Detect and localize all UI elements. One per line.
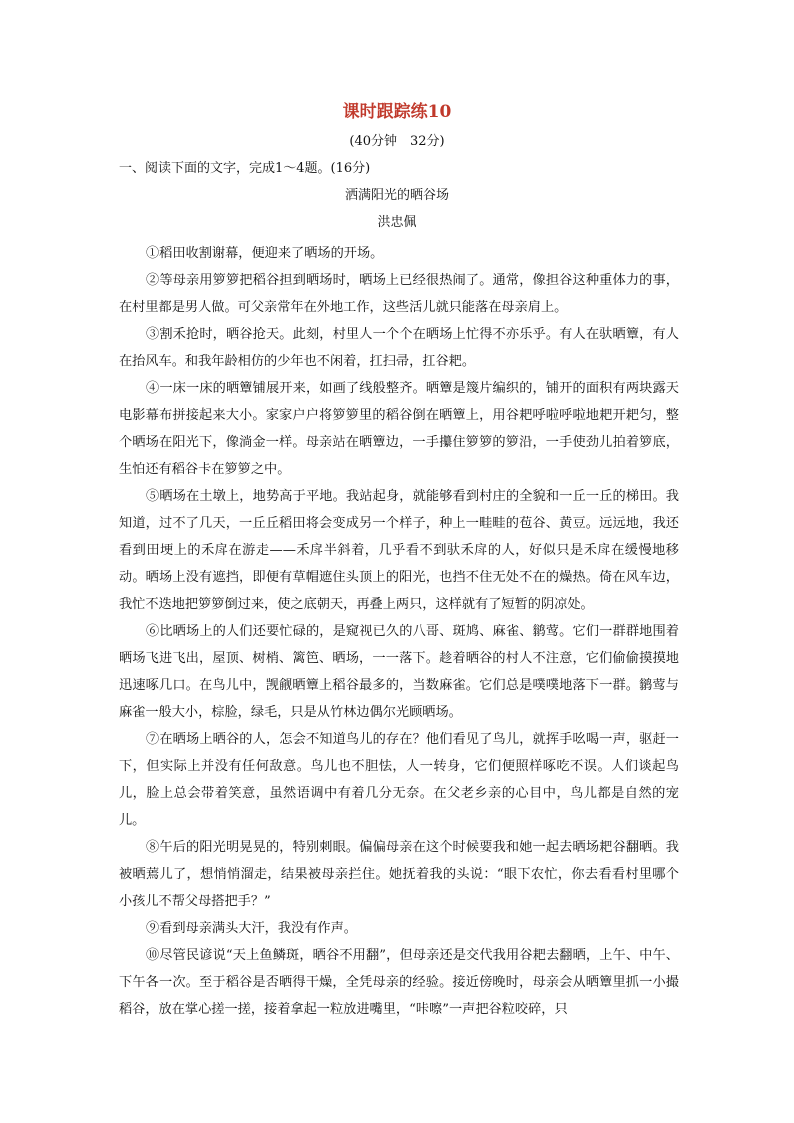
paragraph: ⑤晒场在土墩上，地势高于平地。我站起身，就能够看到村庄的全貌和一丘一丘的梯田。我知道，过不了几天，一丘丘稻田将会变成另一个样子，种上一畦畦的苞谷、黄豆。远远地，我还看到田埂上的禾戽在游走——禾戽半斜着，几乎看不到驮禾戽的人，好似只是禾戽在缓慢地移动。晒场上没有遮挡，即便有草帽遮住头顶上的阳光，也挡不住无处不在的燥热。倚在风车边，我忙不迭地把箩箩倒过来，使之底朝天，再叠上两只，这样就有了短暂的阴凉处。	[119, 489, 679, 612]
paragraph: ⑥比晒场上的人们还要忙碌的，是窥视已久的八哥、斑鸠、麻雀、鹟莺。它们一群群地围着晒场飞进飞出，屋顶、树梢、篱笆、晒场，一一落下。趁着晒谷的村人不注意，它们偷偷摸摸地迅速啄几口。在鸟儿中，觊觎晒簟上稻谷最多的，当数麻雀。它们总是噗噗地落下一群。鹟莺与麻雀一般大小，棕脸，绿毛，只是从竹林边偶尔光顾晒场。	[119, 624, 679, 720]
essay-title: 洒满阳光的晒谷场	[344, 188, 449, 203]
paragraph: ⑧午后的阳光明晃晃的，特别刺眼。偏偏母亲在这个时候要我和她一起去晒场耙谷翻晒。我被晒蔫儿了，想悄悄溜走，结果被母亲拦住。她抚着我的头说：“眼下农忙，你去看看村里哪个小孩儿不帮父母搭把手？”	[119, 840, 679, 909]
paragraph: ①稻田收割谢幕，便迎来了晒场的开场。	[146, 246, 384, 261]
paragraph: ④一床一床的晒簟铺展开来，如画了线般整齐。晒簟是篾片编织的，铺开的面积有两块露天电影幕布拼接起来大小。家家户户将箩箩里的稻谷倒在晒簟上，用谷耙呼啦呼啦地耙开耙匀，整个晒场在阳光下，像淌金一样。母亲站在晒簟边，一手攥住箩箩的箩沿，一手使劲儿拍着箩底，生怕还有稻谷卡在箩箩之中。	[119, 381, 679, 477]
page-title: 课时跟踪练10	[342, 102, 452, 122]
essay-body	[119, 240, 679, 1023]
paragraph: ⑨看到母亲满头大汗，我没有作声。	[146, 921, 357, 936]
paragraph: ⑦在晒场上晒谷的人，怎会不知道鸟儿的存在？他们看见了鸟儿，就挥手吆喝一声，驱赶一下，但实际上并没有任何敌意。鸟儿也不胆怯，人一转身，它们便照样啄吃不误。人们谈起鸟儿，脸上总会带着笑意，虽然语调中有着几分无奈。在父老乡亲的心目中，鸟儿都是自然的宠儿。	[119, 732, 679, 828]
time-score-note: (40分钟 32分)	[349, 134, 445, 149]
paragraph: ②等母亲用箩箩把稻谷担到晒场时，晒场上已经很热闹了。通常，像担谷这种重体力的事，在村里都是男人做。可父亲常年在外地工作，这些活儿就只能落在母亲肩上。	[119, 273, 679, 315]
paragraph: ⑩尽管民谚说“天上鱼鳞斑，晒谷不用翻”，但母亲还是交代我用谷耙去翻晒，上午、中午、下午各一次。至于稻谷是否晒得干燥，全凭母亲的经验。接近傍晚时，母亲会从晒簟里抓一小撮稻谷，放在掌心搓一搓，接着拿起一粒放进嘴里，“咔嚓”一声把谷粒咬碎，只	[119, 948, 679, 1017]
essay-author: 洪忠佩	[377, 215, 417, 230]
paragraph: ③割禾抢时，晒谷抢天。此刻，村里人一个个在晒场上忙得不亦乐乎。有人在驮晒簟，有人在抬风车。和我年龄相仿的少年也不闲着，扛扫帚，扛谷耙。	[119, 327, 679, 369]
section-heading: 一、阅读下面的文字，完成1～4题。(16分)	[119, 161, 371, 176]
